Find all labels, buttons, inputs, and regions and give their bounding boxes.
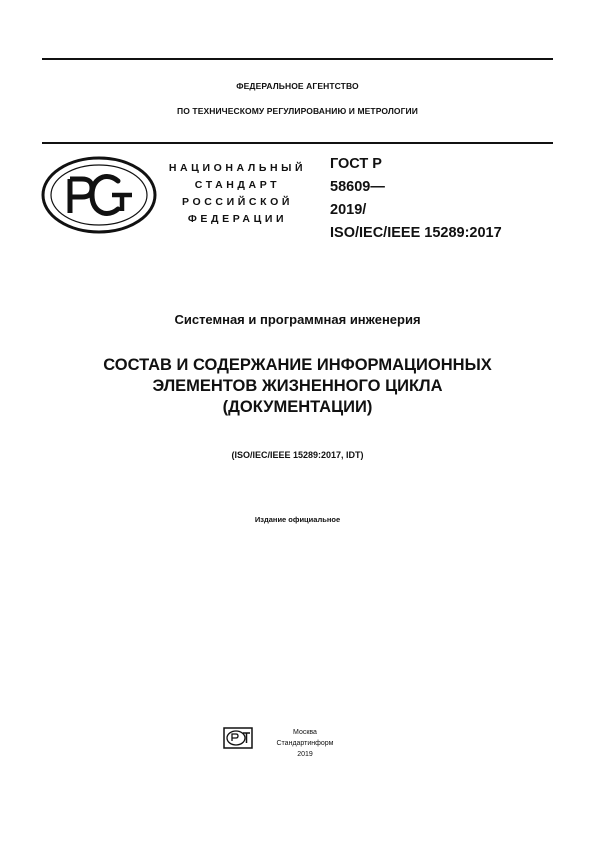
code-line: 58609— xyxy=(330,179,385,195)
code-line: ГОСТ Р xyxy=(330,156,382,172)
agency-line-2: ПО ТЕХНИЧЕСКОМУ РЕГУЛИРОВАНИЮ И МЕТРОЛОГИИ xyxy=(177,106,418,116)
agency-line-1: ФЕДЕРАЛЬНОЕ АГЕНТСТВО xyxy=(236,81,359,91)
code-line: 2019/ xyxy=(330,202,367,218)
label-line: РОССИЙСКОЙ xyxy=(182,196,293,208)
title-line: ЭЛЕМЕНТОВ ЖИЗНЕННОГО ЦИКЛА xyxy=(152,377,443,395)
rst-mark-icon xyxy=(40,155,158,235)
header-rule xyxy=(42,142,553,144)
imprint xyxy=(255,727,355,760)
label-line: НАЦИОНАЛЬНЫЙ xyxy=(168,162,307,174)
idt-note: (ISO/IEC/IEEE 15289:2017, IDT) xyxy=(231,450,364,460)
title-line: СОСТАВ И СОДЕРЖАНИЕ ИНФОРМАЦИОННЫХ xyxy=(103,356,492,374)
document-subtitle: Системная и программная инженерия xyxy=(174,312,421,327)
code-line: ISO/IEC/IEEE 15289:2017 xyxy=(330,225,502,241)
label-line: ФЕДЕРАЦИИ xyxy=(187,213,288,225)
imprint-publisher: Стандартинформ xyxy=(276,740,334,747)
label-line: СТАНДАРТ xyxy=(194,179,281,191)
document-title xyxy=(0,355,595,418)
imprint-year: 2019 xyxy=(297,751,313,758)
top-rule-thick xyxy=(42,58,553,60)
title-line: (ДОКУМЕНТАЦИИ) xyxy=(222,398,373,416)
imprint-city: Москва xyxy=(293,729,317,736)
standartinform-logo-icon xyxy=(223,727,253,749)
edition-label: Издание официальное xyxy=(254,515,341,524)
standard-code xyxy=(330,153,502,245)
national-standard-label xyxy=(155,160,320,228)
